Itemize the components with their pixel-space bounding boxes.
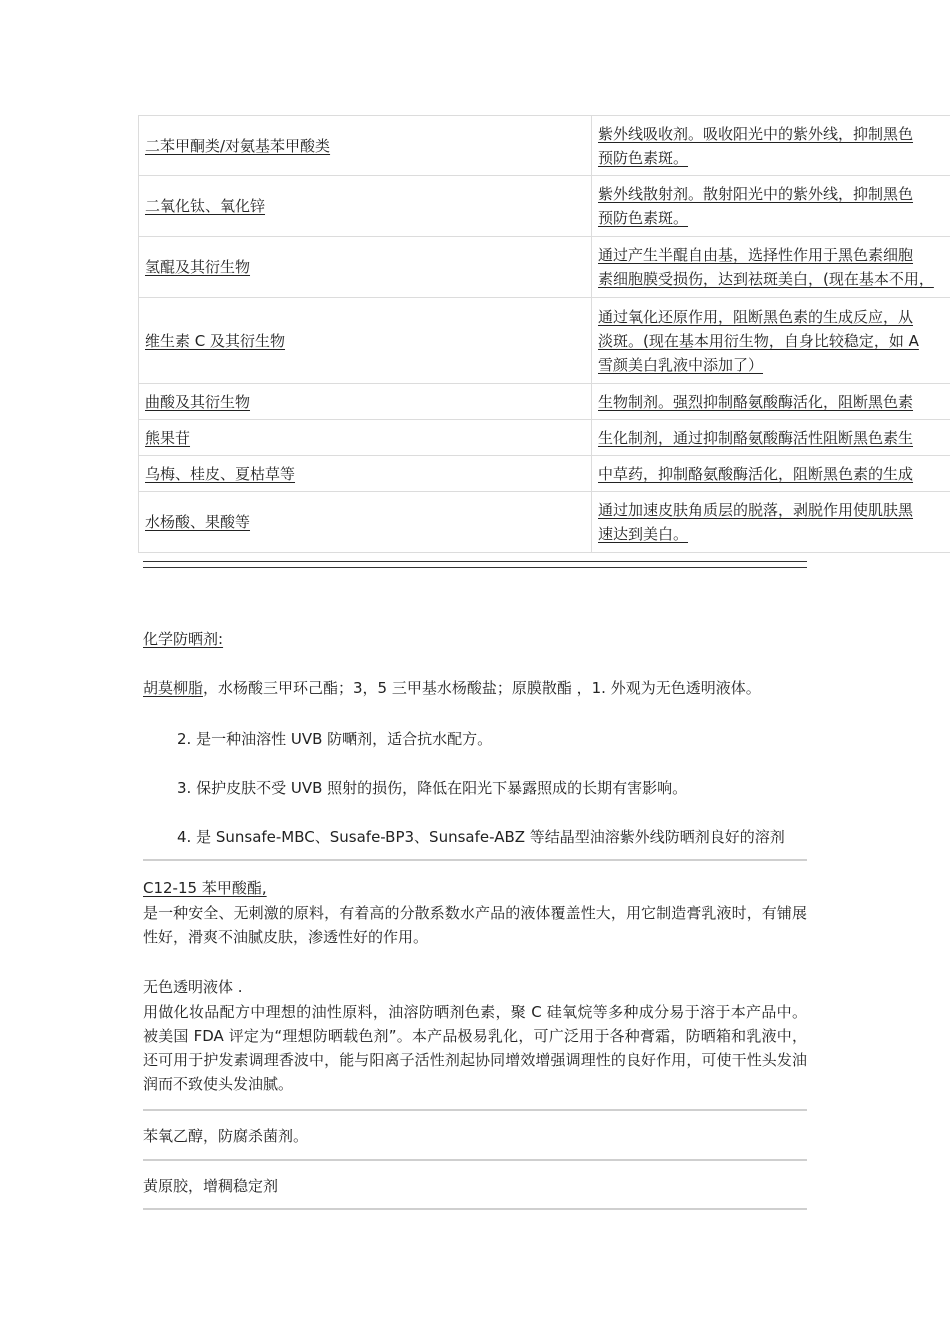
c12-appearance: 无色透明液体 . xyxy=(143,978,243,996)
ingredient-name-cell xyxy=(139,420,592,456)
ingredient-description-line: 通过氧化还原作用，阻断黑色素的生成反应，从 xyxy=(598,307,914,326)
ingredient-description-cell xyxy=(592,176,950,237)
xanthan-note: 黄原胶，增稠稳定剂 xyxy=(143,1177,279,1195)
c12-description: 是一种安全、无刺激的原料，有着高的分散系数水产品的液体覆盖性大，用它制造膏乳液时，有铺展性好，滑爽不油腻皮肤，渗透性好的作用。 xyxy=(143,904,807,946)
c12-title: C12-15 苯甲酸酯, xyxy=(143,879,267,897)
table-divider-top xyxy=(143,561,807,562)
ingredient-name-cell xyxy=(139,384,592,420)
table-row xyxy=(139,237,950,298)
list-item: 3. 保护皮肤不受 UVB 照射的损伤，降低在阳光下暴露照成的长期有害影响。 xyxy=(177,779,688,797)
ingredient-description-line: 通过加速皮肤角质层的脱落，剥脱作用使肌肤黑 xyxy=(598,501,914,519)
separator xyxy=(143,1159,807,1161)
ingredient-name-cell xyxy=(139,492,592,553)
ingredient-name: 维生素 C 及其衍生物 xyxy=(145,331,286,350)
ingredient-description-cell xyxy=(592,237,950,298)
first-sunscreen-entry xyxy=(143,676,863,700)
ingredient-description-cell xyxy=(592,298,950,384)
ingredient-name-cell xyxy=(139,116,592,176)
ingredient-name-cell xyxy=(139,176,592,237)
table-row xyxy=(139,298,950,384)
ingredient-description-cell xyxy=(592,456,950,492)
separator xyxy=(143,859,807,861)
ingredient-description-line: 生化制剂，通过抑制酪氨酸酶活性阻断黑色素生 xyxy=(598,428,914,447)
ingredient-name: 二氧化钛、氧化锌 xyxy=(145,197,266,215)
ingredient-description-cell xyxy=(592,420,950,456)
ingredient-description-line: 雪颜美白乳液中添加了） xyxy=(598,355,764,374)
ingredient-description-cell xyxy=(592,492,950,553)
ingredient-description-line: 预防色素斑。 xyxy=(598,148,689,167)
ingredient-description-line: 速达到美白。 xyxy=(598,525,689,543)
table-row xyxy=(139,384,950,420)
ingredient-description-line: 素细胞膜受损伤，达到祛斑美白，(现在基本不用， xyxy=(598,270,934,288)
first-sunscreen-term: 胡莫柳脂 xyxy=(143,679,204,697)
table-row xyxy=(139,420,950,456)
ingredient-name: 熊果苷 xyxy=(145,428,191,447)
ingredient-description-line: 预防色素斑。 xyxy=(598,209,689,227)
c12-usage: 用做化妆品配方中理想的油性原料，油溶防晒剂色素，聚 C 硅氧烷等多种成分易于溶于本产品中。被美国 FDA 评定为“理想防晒载色剂”。本产品极易乳化，可广泛用于各种膏霜，防晒箱和乳液中，还可用于护发素调理香波中，能与阳离子活性剂起协同增效增强调理性的良好作用，可使干性头发油润而不致使头发油腻。 xyxy=(143,1003,807,1093)
ingredient-description-line: 生物制剂。强烈抑制酪氨酸酶活化，阻断黑色素 xyxy=(598,392,914,411)
phenoxyethanol-note: 苯氧乙醇，防腐杀菌剂。 xyxy=(143,1127,309,1145)
ingredient-name-cell xyxy=(139,237,592,298)
first-sunscreen-rest: ，水杨酸三甲环己酯；3，5 三甲基水杨酸盐；原膜散酯 ，1. 外观为无色透明液体。 xyxy=(203,679,761,697)
separator xyxy=(143,1109,807,1111)
table-row xyxy=(139,176,950,237)
whitening-ingredients-table xyxy=(138,115,950,553)
table-row xyxy=(139,492,950,553)
table-row xyxy=(139,456,950,492)
ingredient-name: 二苯甲酮类/对氨基苯甲酸类 xyxy=(145,136,331,155)
ingredient-name: 水杨酸、果酸等 xyxy=(145,513,251,531)
table-divider-bottom xyxy=(143,567,807,568)
ingredient-name: 氢醌及其衍生物 xyxy=(145,258,251,276)
ingredient-description-line: 紫外线吸收剂。吸收阳光中的紫外线，抑制黑色 xyxy=(598,124,914,143)
ingredient-name-cell xyxy=(139,456,592,492)
separator xyxy=(143,1208,807,1210)
ingredient-description-line: 通过产生半醌自由基，选择性作用于黑色素细胞 xyxy=(598,246,914,264)
ingredient-description-cell xyxy=(592,384,950,420)
ingredient-description-cell xyxy=(592,116,950,176)
table-row xyxy=(139,116,950,176)
ingredient-description-line: 淡斑。(现在基本用衍生物，自身比较稳定，如 A xyxy=(598,331,919,350)
ingredient-name: 乌梅、桂皮、夏枯草等 xyxy=(145,464,296,483)
ingredient-description-line: 中草药，抑制酪氨酸酶活化，阻断黑色素的生成 xyxy=(598,464,914,483)
ingredient-description-line: 紫外线散射剂。散射阳光中的紫外线，抑制黑色 xyxy=(598,185,914,203)
ingredient-name-cell xyxy=(139,298,592,384)
ingredient-name: 曲酸及其衍生物 xyxy=(145,392,251,411)
section-heading: 化学防晒剂: xyxy=(143,630,224,648)
list-item: 2. 是一种油溶性 UVB 防嗮剂，适合抗水配方。 xyxy=(177,730,493,748)
list-item: 4. 是 Sunsafe-MBC、Susafe-BP3、Sunsafe-ABZ 等结晶型油溶紫外线防晒剂良好的溶剂 xyxy=(177,828,785,846)
